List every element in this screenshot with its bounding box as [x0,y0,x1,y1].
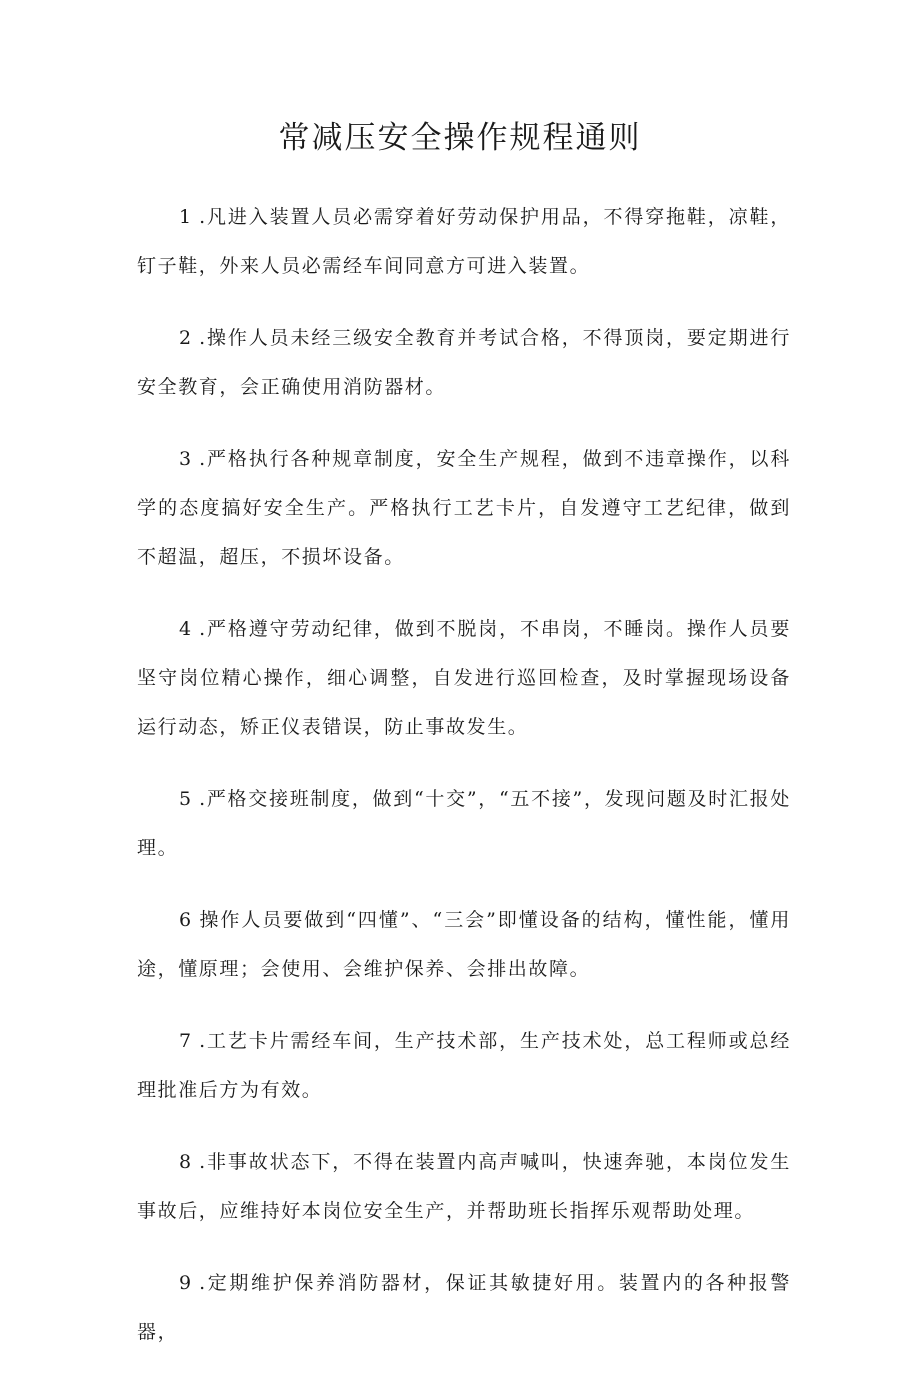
document-title: 常减压安全操作规程通则 [278,120,642,156]
paragraph-5 [137,775,791,873]
document-body [137,193,791,1380]
item-text: 严格遵守劳动纪律，做到不脱岗，不串岗，不睡岗。操作人员要坚守岗位精心操作，细心调整，自发进行巡回检查，及时掌握现场设备运行动态，矫正仪表错误，防止事故发生。 [137,618,791,738]
item-separator: . [199,1272,207,1294]
item-text: 操作人员未经三级安全教育并考试合格，不得顶岗，要定期进行安全教育，会正确使用消防器材。 [137,327,791,398]
paragraph-1 [137,193,791,291]
item-number: 4 [179,618,200,640]
item-number: 7 [179,1030,200,1052]
item-number: 8 [179,1151,200,1173]
item-separator: . [199,448,207,470]
item-separator: . [199,206,207,228]
item-number: 5 [179,788,200,810]
item-number: 9 [179,1272,200,1294]
item-text: 非事故状态下，不得在装置内高声喊叫，快速奔驰，本岗位发生事故后，应维持好本岗位安全生产，并帮助班长指挥乐观帮助处理。 [137,1151,791,1222]
item-separator: . [199,1151,207,1173]
item-separator: . [199,1030,207,1052]
item-text: 严格交接班制度，做到“十交”，“五不接”，发现问题及时汇报处理。 [137,788,791,859]
paragraph-7 [137,1017,791,1115]
item-text: 严格执行各种规章制度，安全生产规程，做到不违章操作，以科学的态度搞好安全生产。严格执行工艺卡片，自发遵守工艺纪律，做到不超温，超压，不损坏设备。 [137,448,791,568]
item-text: 工艺卡片需经车间，生产技术部，生产技术处，总工程师或总经理批准后方为有效。 [137,1030,791,1101]
item-text: 定期维护保养消防器材，保证其敏捷好用。装置内的各种报警器， [137,1272,791,1343]
item-separator: . [199,327,207,349]
item-separator: . [199,618,207,640]
paragraph-8 [137,1138,791,1236]
item-text: 操作人员要做到“四懂”、“三会”即懂设备的结构，懂性能，懂用途，懂原理；会使用、会维护保养、会排出故障。 [137,909,791,980]
item-separator: . [199,788,207,810]
paragraph-4 [137,605,791,752]
item-number: 1 [179,206,200,228]
paragraph-3 [137,435,791,582]
item-number: 3 [179,448,200,470]
paragraph-2 [137,314,791,412]
paragraph-9 [137,1259,791,1357]
paragraph-6 [137,896,791,994]
item-number: 2 [179,327,200,349]
item-number: 6 [179,909,200,931]
item-text: 凡进入装置人员必需穿着好劳动保护用品，不得穿拖鞋，凉鞋，钉子鞋，外来人员必需经车间同意方可进入装置。 [137,206,791,277]
